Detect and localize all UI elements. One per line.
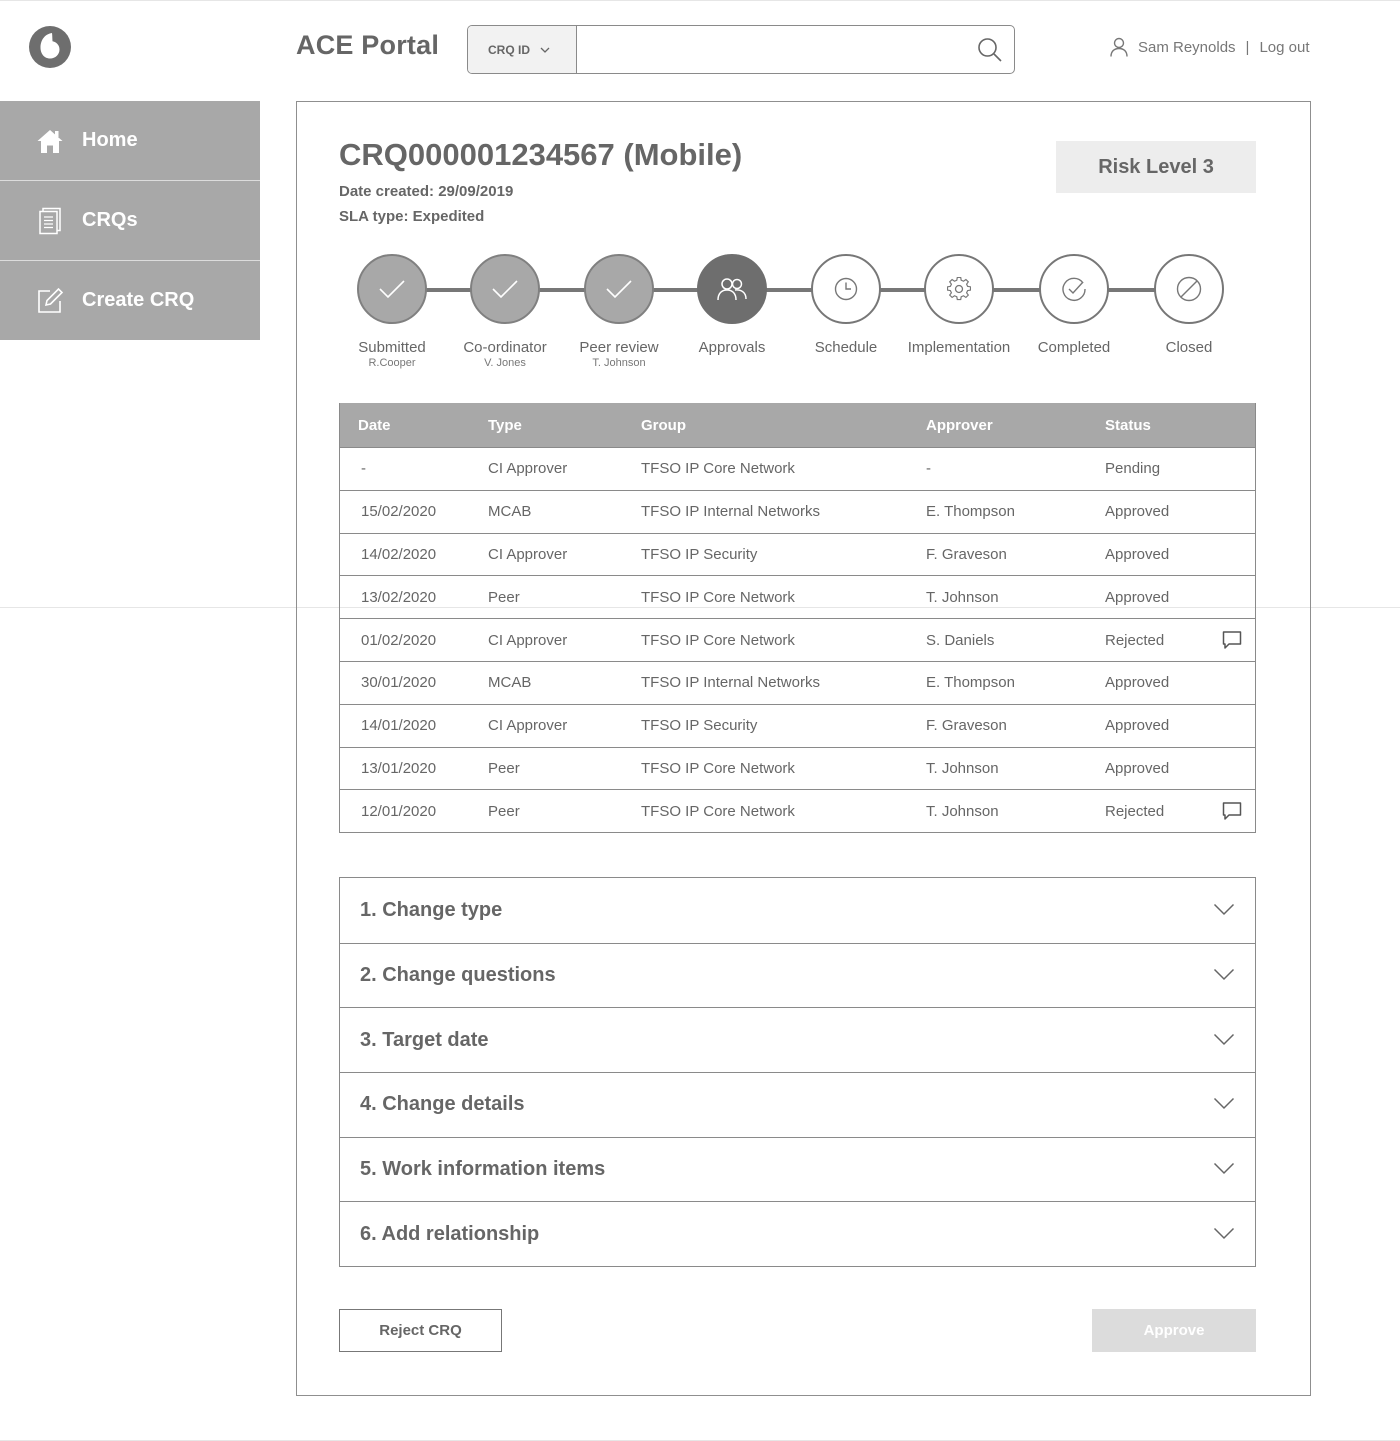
- accordion-section-title: 6. Add relationship: [360, 1222, 540, 1245]
- accordion-section[interactable]: [340, 1201, 1255, 1266]
- cell-status: Rejected: [1105, 631, 1165, 649]
- table-row[interactable]: [340, 704, 1255, 747]
- table-row[interactable]: [340, 447, 1255, 490]
- cell-type: CI Approver: [488, 545, 568, 563]
- clock-icon: [811, 254, 881, 324]
- accordion-section-title: 2. Change questions: [360, 964, 556, 987]
- table-row[interactable]: [340, 618, 1255, 661]
- search-type-select[interactable]: [468, 26, 577, 73]
- search-icon[interactable]: [966, 26, 1014, 73]
- sidebar-item-home[interactable]: [0, 101, 260, 181]
- column-header-type[interactable]: Type: [488, 416, 522, 434]
- accordion-section[interactable]: [340, 1072, 1255, 1137]
- cell-approver: E. Thompson: [926, 674, 1015, 692]
- step-label: Completed: [1037, 339, 1111, 356]
- risk-level-badge: Risk Level 3: [1056, 141, 1256, 193]
- comment-icon[interactable]: [1222, 630, 1242, 650]
- search-bar: [467, 25, 1015, 74]
- cell-group: TFSO IP Core Network: [641, 759, 795, 777]
- reject-crq-button[interactable]: Reject CRQ: [339, 1309, 502, 1352]
- cell-date: 14/02/2020: [361, 545, 437, 563]
- comment-icon[interactable]: [1222, 801, 1242, 821]
- top-divider: [0, 0, 1400, 1]
- search-input[interactable]: [577, 26, 966, 73]
- cell-type: MCAB: [488, 503, 532, 521]
- cell-date: 13/02/2020: [361, 588, 437, 606]
- chevron-down-icon: [1213, 1223, 1235, 1246]
- step-label: Submitted: [358, 339, 426, 356]
- user-separator: |: [1245, 38, 1250, 56]
- cell-approver: F. Graveson: [926, 717, 1007, 735]
- approve-button[interactable]: Approve: [1092, 1309, 1256, 1352]
- step-label: Implementation: [907, 339, 1011, 356]
- step-label: Schedule: [814, 339, 878, 356]
- crq-title: CRQ000001234567 (Mobile): [339, 137, 743, 172]
- step-assignee: T. Johnson: [592, 357, 646, 369]
- date-created: Date created: 29/09/2019: [339, 183, 514, 200]
- sidebar: [0, 101, 260, 340]
- step-label: Co-ordinator: [463, 339, 547, 356]
- home-icon: [36, 127, 64, 155]
- column-header-date[interactable]: Date: [358, 416, 391, 434]
- cell-status: Pending: [1105, 460, 1161, 478]
- user-icon: [1110, 37, 1128, 57]
- document-icon: [36, 207, 64, 235]
- crq-sections-accordion: [339, 877, 1256, 1267]
- chevron-down-icon: [540, 47, 550, 53]
- cell-group: TFSO IP Internal Networks: [641, 503, 820, 521]
- column-header-approver[interactable]: Approver: [926, 416, 993, 434]
- accordion-section[interactable]: [340, 878, 1255, 943]
- cell-date: 30/01/2020: [361, 674, 437, 692]
- cell-approver: F. Graveson: [926, 545, 1007, 563]
- cell-date: -: [361, 460, 366, 478]
- user-menu: [1110, 37, 1310, 57]
- step-label: Closed: [1165, 339, 1213, 356]
- cell-type: CI Approver: [488, 460, 568, 478]
- cell-approver: T. Johnson: [926, 802, 999, 820]
- cell-status: Approved: [1105, 674, 1170, 692]
- cell-type: CI Approver: [488, 717, 568, 735]
- check-icon: [357, 254, 427, 324]
- cell-date: 15/02/2020: [361, 503, 437, 521]
- chevron-down-icon: [1213, 899, 1235, 922]
- search-type-value: CRQ ID: [488, 42, 530, 57]
- cell-approver: T. Johnson: [926, 759, 999, 777]
- gear-icon: [924, 254, 994, 324]
- vodafone-logo-icon[interactable]: [28, 25, 72, 69]
- cell-status: Approved: [1105, 503, 1170, 521]
- sidebar-item-label: CRQs: [82, 209, 138, 231]
- sidebar-item-crqs[interactable]: [0, 181, 260, 261]
- sidebar-item-label: Create CRQ: [82, 289, 195, 311]
- users-icon: [697, 254, 767, 324]
- cell-date: 13/01/2020: [361, 759, 437, 777]
- sidebar-item-label: Home: [82, 129, 138, 151]
- sidebar-item-create-crq[interactable]: [0, 261, 260, 340]
- table-row[interactable]: [340, 533, 1255, 576]
- step-assignee: V. Jones: [484, 357, 526, 369]
- sla-type: SLA type: Expedited: [339, 208, 485, 225]
- approvals-table: [339, 403, 1256, 833]
- cell-group: TFSO IP Core Network: [641, 588, 795, 606]
- check-icon: [470, 254, 540, 324]
- accordion-section-title: 4. Change details: [360, 1093, 525, 1116]
- cell-group: TFSO IP Core Network: [641, 802, 795, 820]
- app-title: ACE Portal: [296, 30, 440, 60]
- column-header-status[interactable]: Status: [1105, 416, 1151, 434]
- cell-type: Peer: [488, 759, 520, 777]
- check-circle-icon: [1039, 254, 1109, 324]
- cell-status: Approved: [1105, 759, 1170, 777]
- cell-group: TFSO IP Internal Networks: [641, 674, 820, 692]
- cell-approver: -: [926, 460, 931, 478]
- cell-group: TFSO IP Security: [641, 717, 758, 735]
- accordion-section[interactable]: [340, 943, 1255, 1008]
- accordion-section-title: 1. Change type: [360, 898, 503, 921]
- cell-status: Approved: [1105, 588, 1170, 606]
- cell-group: TFSO IP Security: [641, 545, 758, 563]
- cell-approver: T. Johnson: [926, 588, 999, 606]
- prohibited-icon: [1154, 254, 1224, 324]
- cell-date: 14/01/2020: [361, 717, 437, 735]
- progress-stepper: [339, 254, 1256, 374]
- table-header: [340, 403, 1255, 447]
- cell-status: Approved: [1105, 545, 1170, 563]
- step-assignee: R.Cooper: [368, 357, 416, 369]
- cell-status: Rejected: [1105, 802, 1165, 820]
- edit-icon: [36, 287, 64, 315]
- chevron-down-icon: [1213, 1093, 1235, 1116]
- chevron-down-icon: [1213, 1029, 1235, 1052]
- accordion-section[interactable]: [340, 1137, 1255, 1202]
- cell-group: TFSO IP Core Network: [641, 460, 795, 478]
- accordion-section-title: 5. Work information items: [360, 1158, 606, 1181]
- check-icon: [584, 254, 654, 324]
- cell-approver: S. Daniels: [926, 631, 995, 649]
- cell-type: Peer: [488, 588, 520, 606]
- accordion-section-title: 3. Target date: [360, 1028, 489, 1051]
- step-closed: [1119, 254, 1259, 357]
- chevron-down-icon: [1213, 964, 1235, 987]
- cell-type: CI Approver: [488, 631, 568, 649]
- cell-date: 01/02/2020: [361, 631, 437, 649]
- table-row[interactable]: [340, 789, 1255, 832]
- step-label: Peer review: [579, 339, 659, 356]
- step-label: Approvals: [698, 339, 766, 356]
- user-name[interactable]: Sam Reynolds: [1138, 38, 1236, 56]
- column-header-group[interactable]: Group: [641, 416, 686, 434]
- cell-group: TFSO IP Core Network: [641, 631, 795, 649]
- cell-type: MCAB: [488, 674, 532, 692]
- table-row[interactable]: [340, 490, 1255, 533]
- cell-status: Approved: [1105, 717, 1170, 735]
- table-row[interactable]: [340, 661, 1255, 704]
- table-row[interactable]: [340, 575, 1255, 618]
- logout-link[interactable]: Log out: [1259, 38, 1310, 56]
- cell-approver: E. Thompson: [926, 503, 1015, 521]
- cell-type: Peer: [488, 802, 520, 820]
- accordion-section[interactable]: [340, 1007, 1255, 1072]
- chevron-down-icon: [1213, 1158, 1235, 1181]
- table-row[interactable]: [340, 747, 1255, 790]
- cell-date: 12/01/2020: [361, 802, 437, 820]
